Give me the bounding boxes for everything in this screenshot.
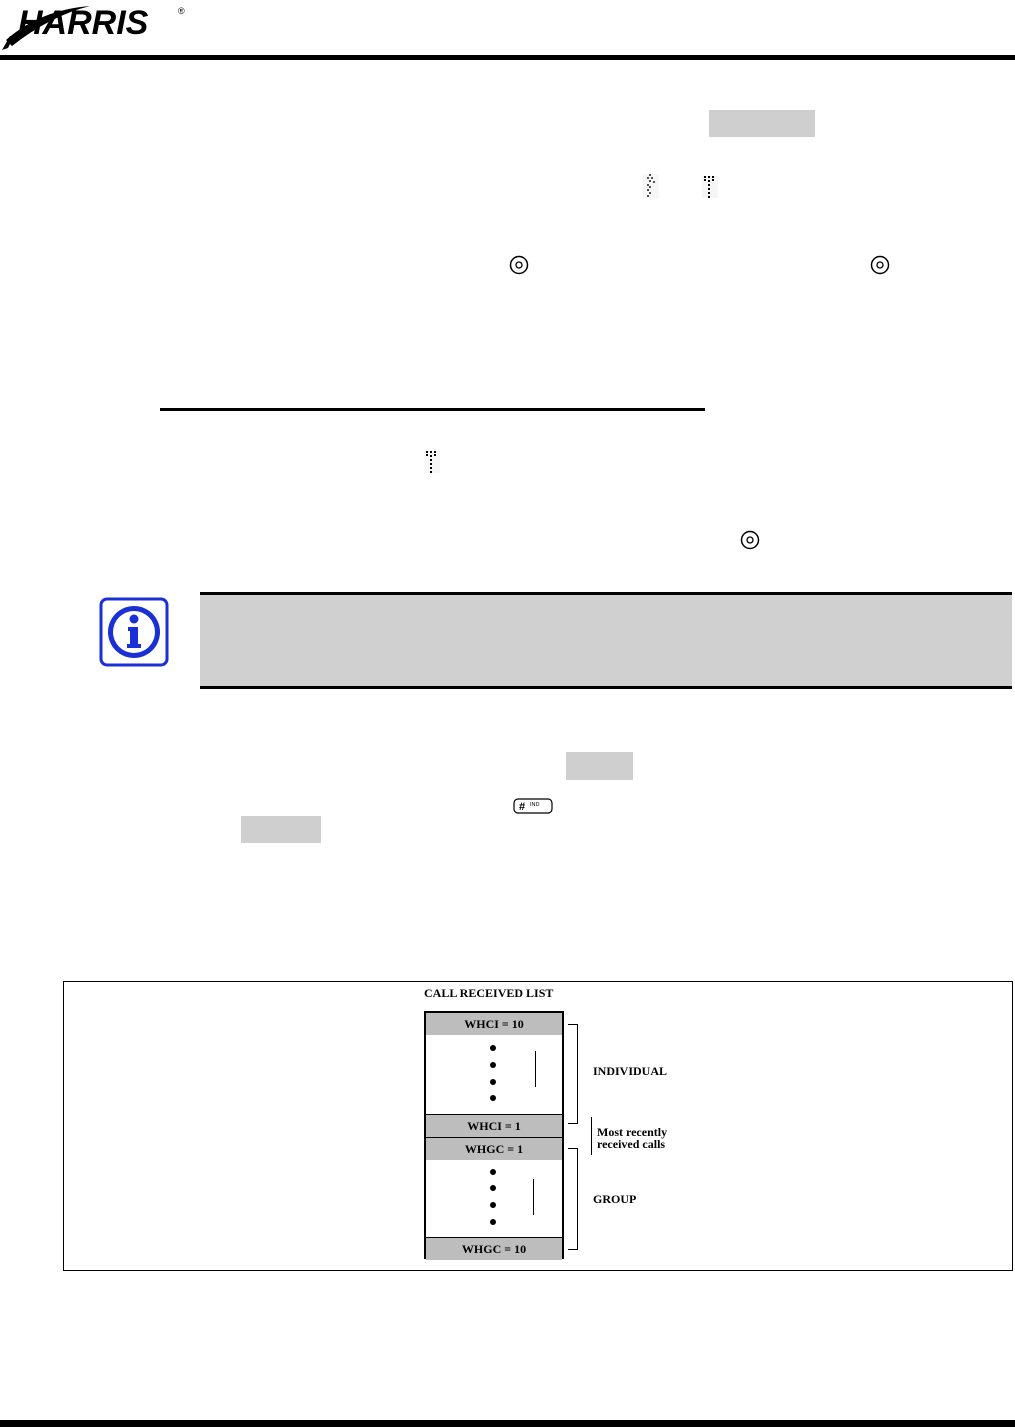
section-heading-underline (160, 408, 705, 411)
antenna-icon (424, 451, 440, 473)
logo-text: HARRIS (18, 4, 149, 42)
softkey-box (566, 752, 633, 780)
list-dot (490, 1219, 496, 1225)
antenna-icon (702, 176, 718, 198)
softkey-box (241, 816, 321, 843)
header-rule (0, 55, 1015, 60)
list-row-whgc-10: WHGC = 10 (426, 1237, 562, 1260)
select-button-icon (740, 530, 760, 550)
list-row-whgc-1: WHGC = 1 (426, 1137, 562, 1160)
select-button-icon (870, 255, 890, 275)
list-dot (490, 1045, 496, 1051)
figure-title: CALL RECEIVED LIST (424, 986, 554, 1000)
group-bracket (568, 1148, 578, 1250)
down-arrow (533, 1179, 534, 1215)
hash-ind-key-icon (513, 798, 553, 814)
svg-text:IND: IND (530, 802, 540, 808)
recent-label-line2: received calls (597, 1137, 666, 1151)
logo-registered-mark: ® (178, 6, 185, 16)
softkey-box (709, 110, 815, 137)
individual-bracket (568, 1024, 578, 1124)
list-dot (490, 1185, 496, 1191)
svg-text:#: # (519, 801, 526, 813)
call-received-list (424, 1011, 564, 1259)
list-dot (490, 1169, 496, 1175)
list-dot (490, 1202, 496, 1208)
select-button-icon (509, 255, 529, 275)
recent-bracket (591, 1117, 592, 1155)
up-arrow (535, 1051, 536, 1087)
list-dot (490, 1095, 496, 1101)
signal-icon (643, 174, 659, 198)
info-icon (99, 597, 169, 667)
individual-label: INDIVIDUAL (593, 1064, 668, 1078)
recent-label-line1: Most recently (597, 1125, 668, 1139)
group-label: GROUP (593, 1192, 637, 1206)
footer-rule (0, 1420, 1015, 1427)
list-dot (490, 1062, 496, 1068)
list-dot (490, 1079, 496, 1085)
list-row-whci-1: WHCI = 1 (426, 1114, 562, 1137)
harris-logo (0, 0, 190, 52)
note-box (200, 592, 1012, 689)
list-row-whci-10: WHCI = 10 (426, 1013, 562, 1035)
